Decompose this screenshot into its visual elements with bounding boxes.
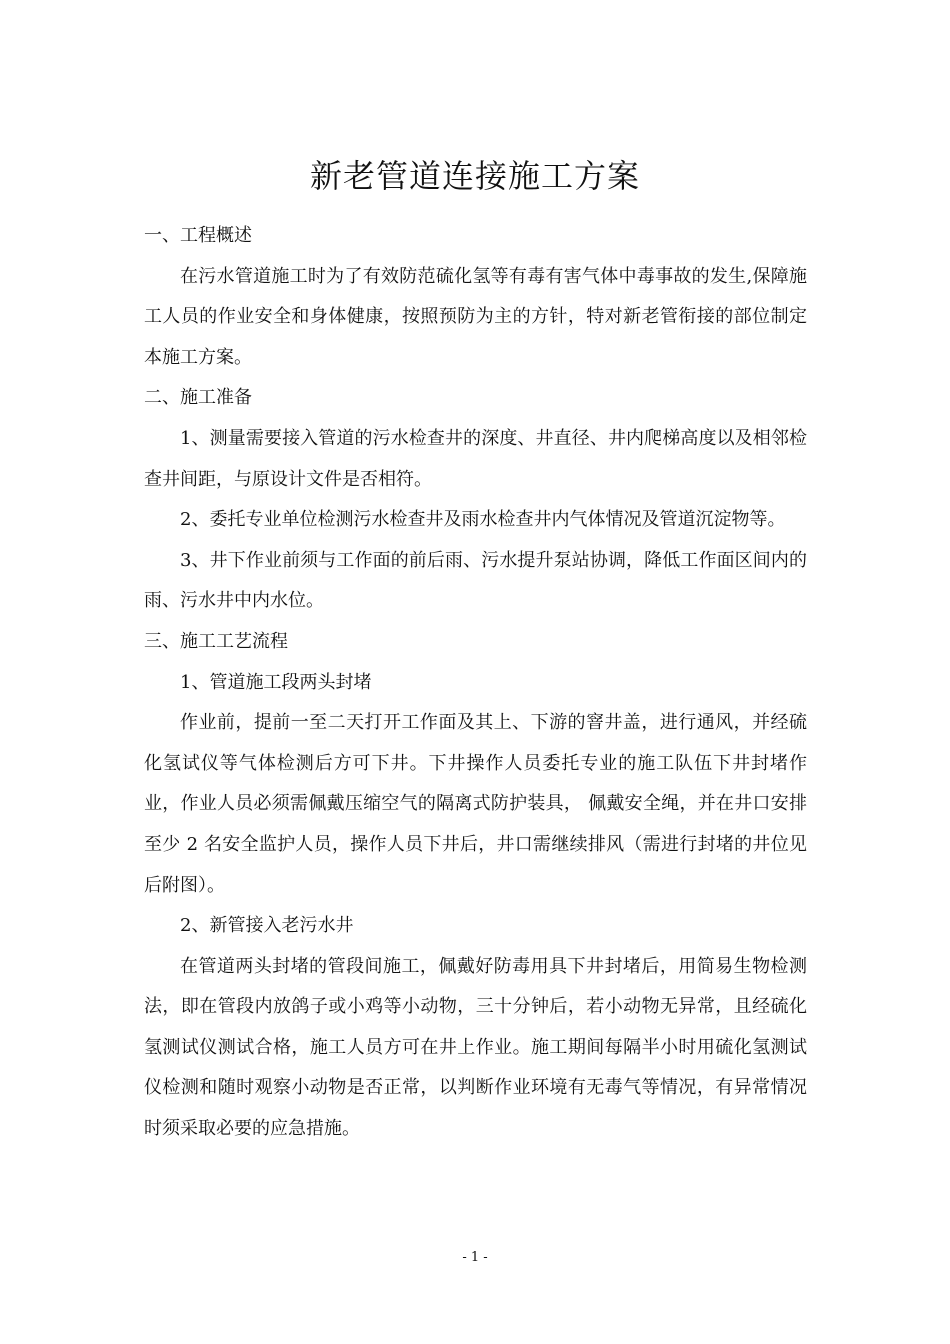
paragraph-preparation-3: 3、井下作业前须与工作面的前后雨、污水提升泵站协调，降低工作面区间内的雨、污水井中内水位。 bbox=[144, 549, 807, 612]
section-heading-preparation: 二、施工准备 bbox=[144, 387, 252, 409]
subheading-connection: 2、新管接入老污水井 bbox=[180, 915, 354, 937]
page-number: - 1 - bbox=[462, 1250, 488, 1265]
section-heading-overview: 一、工程概述 bbox=[144, 225, 252, 246]
paragraph-preparation-1: 1、测量需要接入管道的污水检查井的深度、井直径、井内爬梯高度以及相邻检查井间距，与原设计文件是否相符。 bbox=[144, 427, 807, 490]
paragraph-plugging: 作业前，提前一至二天打开工作面及其上、下游的窨井盖，进行通风，并经硫化氢试仪等气体检测后方可下井。下井操作人员委托专业的施工队伍下井封堵作业，作业人员必须需佩戴压缩空气的隔离式防护装具， 佩戴安全绳，并在井口安排至少 2 名安全监护人员，操作人员下井后，井口需继续排风（需进行封堵的井位见后附图）。 bbox=[144, 712, 807, 896]
subheading-plugging: 1、管道施工段两头封堵 bbox=[180, 671, 372, 693]
document-body bbox=[144, 216, 807, 1150]
paragraph-preparation-2: 2、委托专业单位检测污水检查井及雨水检查井内气体情况及管道沉淀物等。 bbox=[180, 509, 786, 531]
section-heading-process: 三、施工工艺流程 bbox=[144, 630, 288, 652]
document-title: 新老管道连接施工方案 bbox=[309, 157, 640, 195]
paragraph-connection: 在管道两头封堵的管段间施工，佩戴好防毒用具下井封堵后，用简易生物检测法，即在管段内放鸽子或小鸡等小动物，三十分钟后，若小动物无异常，且经硫化氢测试仪测试合格，施工人员方可在井上作业。施工期间每隔半小时用硫化氢测试仪检测和随时观察小动物是否正常，以判断作业环境有无毒气等情况，有异常情况时须采取必要的应急措施。 bbox=[144, 955, 807, 1140]
paragraph-overview: 在污水管道施工时为了有效防范硫化氢等有毒有害气体中毒事故的发生,保障施工人员的作业安全和身体健康，按照预防为主的方针，特对新老管衔接的部位制定本施工方案。 bbox=[144, 265, 807, 368]
